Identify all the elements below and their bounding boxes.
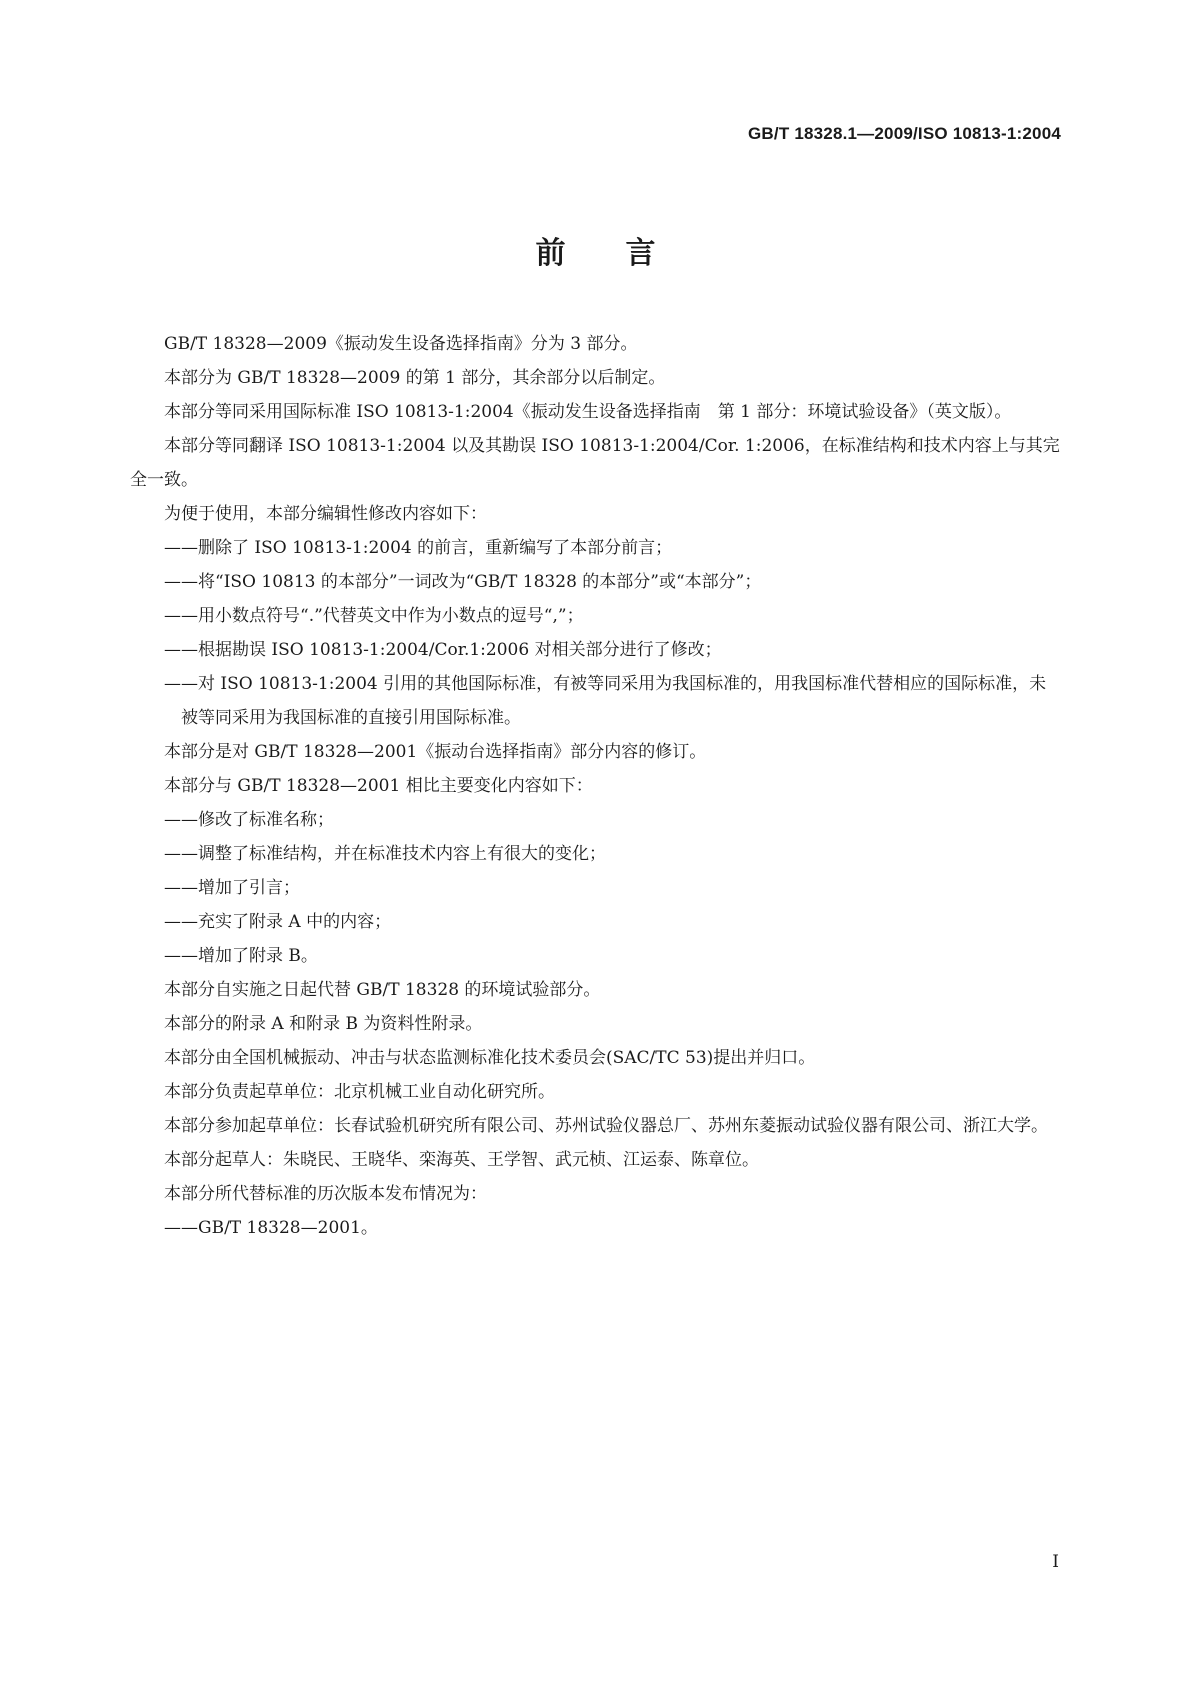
list-item: ——修改了标准名称； bbox=[164, 810, 334, 830]
paragraph: 本部分由全国机械振动、冲击与状态监测标准化技术委员会(SAC/TC 53)提出并归口。 bbox=[164, 1048, 816, 1068]
list-item: ——增加了附录 B。 bbox=[164, 946, 318, 966]
list-item: ——增加了引言； bbox=[164, 878, 300, 898]
paragraph: 本部分起草人：朱晓民、王晓华、栾海英、王学智、武元桢、江运泰、陈章位。 bbox=[164, 1150, 759, 1170]
paragraph: 本部分与 GB/T 18328—2001 相比主要变化内容如下： bbox=[164, 776, 593, 796]
list-item: ——根据勘误 ISO 10813-1:2004/Cor.1:2006 对相关部分进行了修改； bbox=[164, 640, 722, 660]
list-item: ——GB/T 18328—2001。 bbox=[164, 1218, 378, 1238]
paragraph: 本部分等同翻译 ISO 10813-1:2004 以及其勘误 ISO 10813-1:2004/Cor. 1:2006，在标准结构和技术内容上与其完全一致。 bbox=[130, 436, 1060, 490]
list-item: ——对 ISO 10813-1:2004 引用的其他国际标准，有被等同采用为我国标准的，用我国标准代替相应的国际标准，未被等同采用为我国标准的直接引用国际标准。 bbox=[164, 674, 1047, 728]
list-item: ——删除了 ISO 10813-1:2004 的前言，重新编写了本部分前言； bbox=[164, 538, 673, 558]
paragraph: 本部分所代替标准的历次版本发布情况为： bbox=[164, 1184, 487, 1204]
paragraph: 本部分为 GB/T 18328—2009 的第 1 部分，其余部分以后制定。 bbox=[164, 368, 666, 388]
list-item: ——将“ISO 10813 的本部分”一词改为“GB/T 18328 的本部分”或“本部分”； bbox=[164, 572, 762, 592]
paragraph: 本部分参加起草单位：长春试验机研究所有限公司、苏州试验仪器总厂、苏州东菱振动试验仪器有限公司、浙江大学。 bbox=[164, 1116, 1048, 1136]
paragraph: 本部分的附录 A 和附录 B 为资料性附录。 bbox=[164, 1014, 483, 1034]
list-item: ——用小数点符号“.”代替英文中作为小数点的逗号“,”； bbox=[164, 606, 584, 626]
list-item: ——充实了附录 A 中的内容； bbox=[164, 912, 392, 932]
paragraph: 本部分自实施之日起代替 GB/T 18328 的环境试验部分。 bbox=[164, 980, 601, 1000]
list-item: ——调整了标准结构，并在标准技术内容上有很大的变化； bbox=[164, 844, 606, 864]
paragraph: 本部分负责起草单位：北京机械工业自动化研究所。 bbox=[164, 1082, 555, 1102]
paragraph: GB/T 18328—2009《振动发生设备选择指南》分为 3 部分。 bbox=[164, 334, 638, 354]
paragraph: 本部分是对 GB/T 18328—2001《振动台选择指南》部分内容的修订。 bbox=[164, 742, 707, 762]
foreword-body bbox=[130, 327, 1061, 1245]
page-number: I bbox=[1052, 1552, 1059, 1572]
paragraph: 本部分等同采用国际标准 ISO 10813-1:2004《振动发生设备选择指南 第 1 部分：环境试验设备》（英文版）。 bbox=[164, 402, 1012, 422]
standard-code: GB/T 18328.1—2009/ISO 10813-1:2004 bbox=[748, 124, 1061, 143]
paragraph: 为便于使用，本部分编辑性修改内容如下： bbox=[164, 504, 487, 524]
page-title: 前言 bbox=[535, 236, 716, 271]
